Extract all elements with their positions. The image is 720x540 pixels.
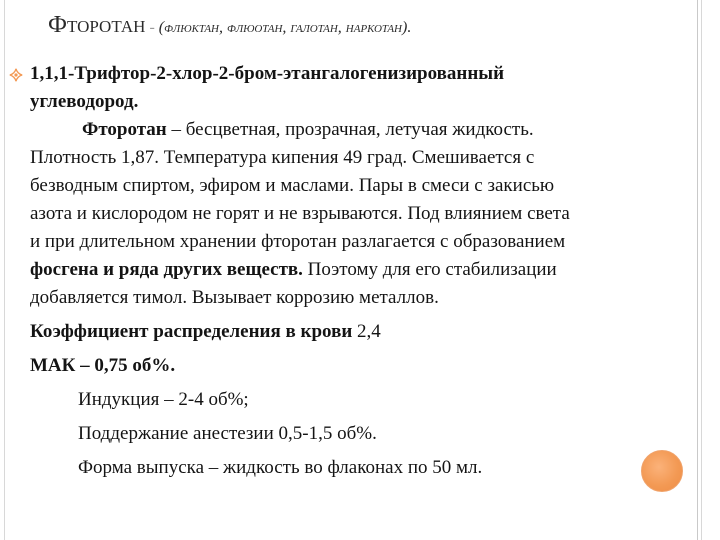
line-phosgene (30, 256, 715, 284)
line-thymol: добавляется тимол. Вызывает коррозию металлов. (30, 287, 439, 308)
formula-text: 1,1,1-Трифтор-2-хлор-2-бром-этангалогенизированный (30, 63, 505, 84)
slide-body (30, 60, 715, 482)
orange-circle (641, 450, 683, 492)
line-density: Плотность 1,87. Температура кипения 49 град. Смешивается с (30, 147, 535, 168)
slide-title (48, 12, 698, 39)
term-ftorotan: Фторотан (82, 119, 167, 140)
line-description-1 (30, 116, 715, 144)
slide-border-left (4, 0, 5, 540)
line-solubility: безводным спиртом, эфиром и маслами. Пары в смеси с закисью (30, 175, 555, 196)
line-formula-1 (30, 60, 715, 88)
line-induction: Индукция – 2-4 об%; (78, 389, 249, 410)
formula-text-cont: углеводород. (30, 91, 139, 112)
title-main: Фторотан (48, 12, 146, 38)
title-synonyms: (флюктан, флюотан, галотан, наркотан). (158, 19, 412, 36)
title-separator: - (145, 19, 159, 36)
orange-bullet-icon (9, 68, 23, 82)
line-flammability: азота и кислородом не горят и не взрываются. Под влиянием света (30, 203, 570, 224)
line-maintenance: Поддержание анестезии 0,5-1,5 об%. (78, 423, 377, 444)
line-release-form: Форма выпуска – жидкость во флаконах по 50 мл. (78, 457, 483, 478)
term-phosgene: фосгена и ряда других веществ. (30, 259, 303, 280)
partition-value: 2,4 (352, 321, 381, 342)
term-partition-coefficient: Коэффициент распределения в крови (30, 321, 353, 342)
description-text: – бесцветная, прозрачная, летучая жидкость. (166, 119, 534, 140)
term-mac: МАК – 0,75 об%. (30, 355, 176, 376)
line-mac (30, 352, 715, 380)
stabilization-text: Поэтому для его стабилизации (302, 259, 557, 280)
line-partition-coefficient (30, 318, 715, 346)
line-decomposition: и при длительном хранении фторотан разлагается с образованием (30, 231, 566, 252)
line-formula-2 (30, 88, 715, 116)
